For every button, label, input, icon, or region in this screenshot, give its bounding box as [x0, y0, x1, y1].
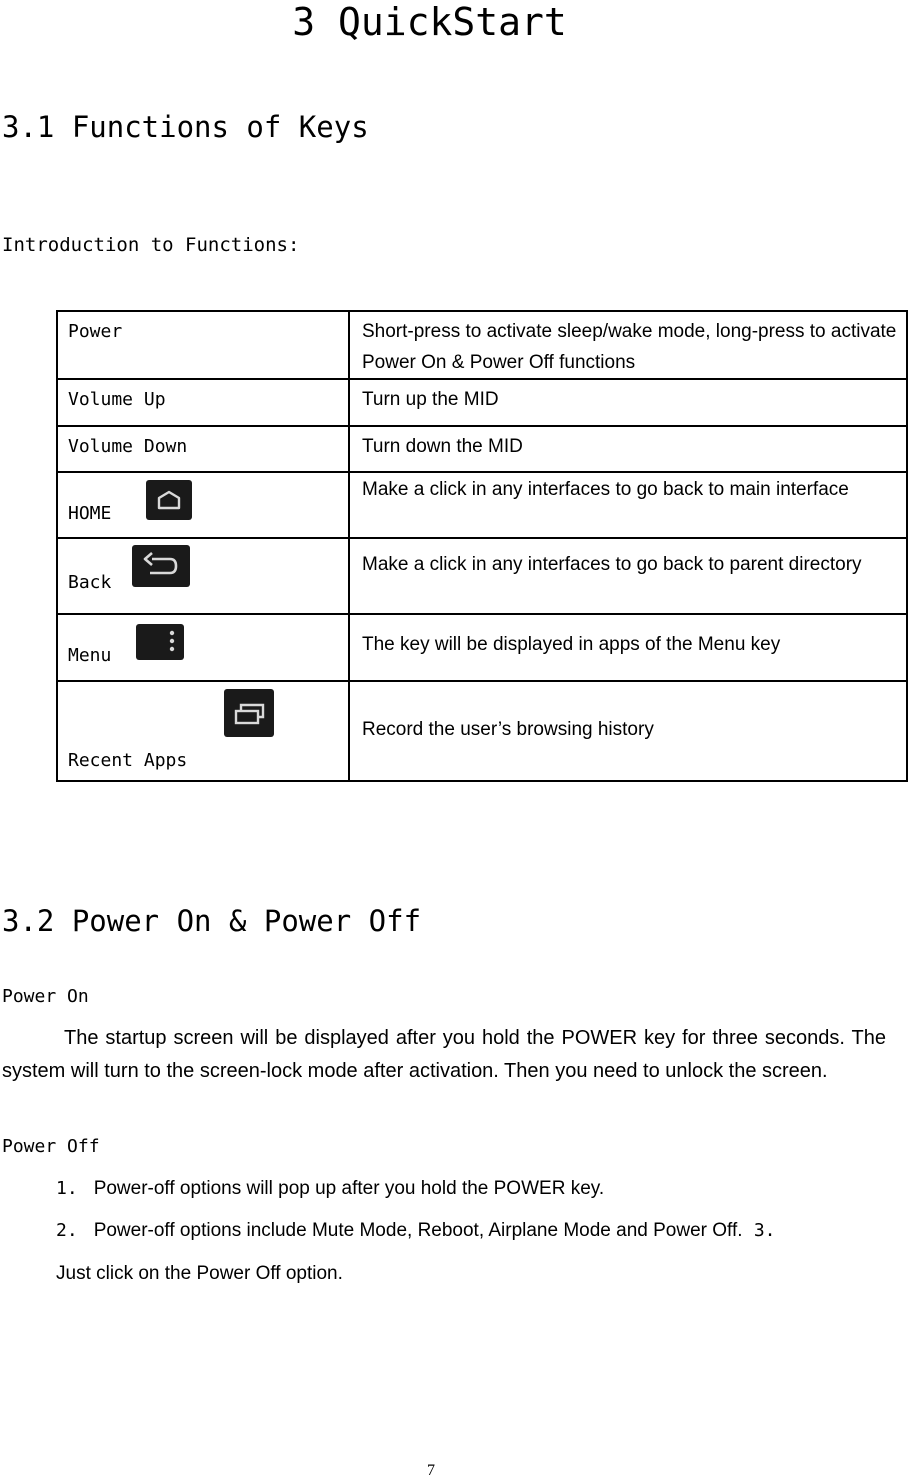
list-text: Power-off options include Mute Mode, Reboot, Airplane Mode and Power Off.	[93, 1220, 743, 1241]
key-functions-table	[56, 310, 908, 782]
menu-icon	[136, 624, 184, 660]
power-on-label: Power On	[2, 986, 89, 1007]
power-off-label: Power Off	[2, 1136, 100, 1157]
list-number: 3.	[753, 1220, 776, 1241]
key-name: Recent Apps	[68, 750, 188, 771]
key-description: The key will be displayed in apps of the Menu key	[362, 634, 781, 655]
key-name: Volume Up	[68, 389, 166, 410]
list-number: 2.	[56, 1220, 78, 1241]
key-description: Turn up the MID	[362, 389, 499, 410]
key-name: Power	[68, 321, 123, 342]
list-text: Just click on the Power Off option.	[56, 1263, 343, 1284]
recent-apps-icon	[224, 689, 274, 737]
key-description: Make a click in any interfaces to go back to main interface	[362, 479, 849, 500]
section-heading-power: 3.2 Power On & Power Off	[2, 904, 422, 938]
key-name: Menu	[68, 645, 112, 666]
table-row	[57, 379, 907, 426]
key-description: Make a click in any interfaces to go back to parent directory	[362, 554, 862, 575]
table-row	[57, 426, 907, 472]
power-on-paragraph: The startup screen will be displayed after you hold the POWER key for three seconds. The system will turn to the screen-lock mode after activation. Then you need to unlock the screen.	[2, 1027, 886, 1082]
page-number: 7	[427, 1462, 435, 1479]
table-row	[57, 681, 907, 781]
back-icon	[132, 545, 190, 587]
list-text: Power-off options will pop up after you hold the POWER key.	[93, 1178, 605, 1199]
table-row	[57, 538, 907, 614]
key-name: Volume Down	[68, 436, 188, 457]
key-name: Back	[68, 572, 112, 593]
section-heading-keys: 3.1 Functions of Keys	[2, 110, 369, 144]
list-item	[56, 1178, 604, 1200]
table-row	[57, 614, 907, 681]
intro-label: Introduction to Functions:	[2, 234, 300, 256]
table-row	[57, 472, 907, 538]
key-name: HOME	[68, 503, 112, 524]
home-icon	[146, 480, 192, 520]
list-item	[56, 1220, 776, 1242]
list-number: 1.	[56, 1178, 78, 1199]
key-description: Short-press to activate sleep/wake mode, long-press to activate Power On & Power Off functions	[362, 321, 897, 373]
page-title: 3 QuickStart	[292, 0, 567, 44]
table-row	[57, 311, 907, 379]
list-item	[56, 1263, 343, 1285]
key-description: Record the user’s browsing history	[362, 719, 654, 740]
key-description: Turn down the MID	[362, 436, 523, 457]
